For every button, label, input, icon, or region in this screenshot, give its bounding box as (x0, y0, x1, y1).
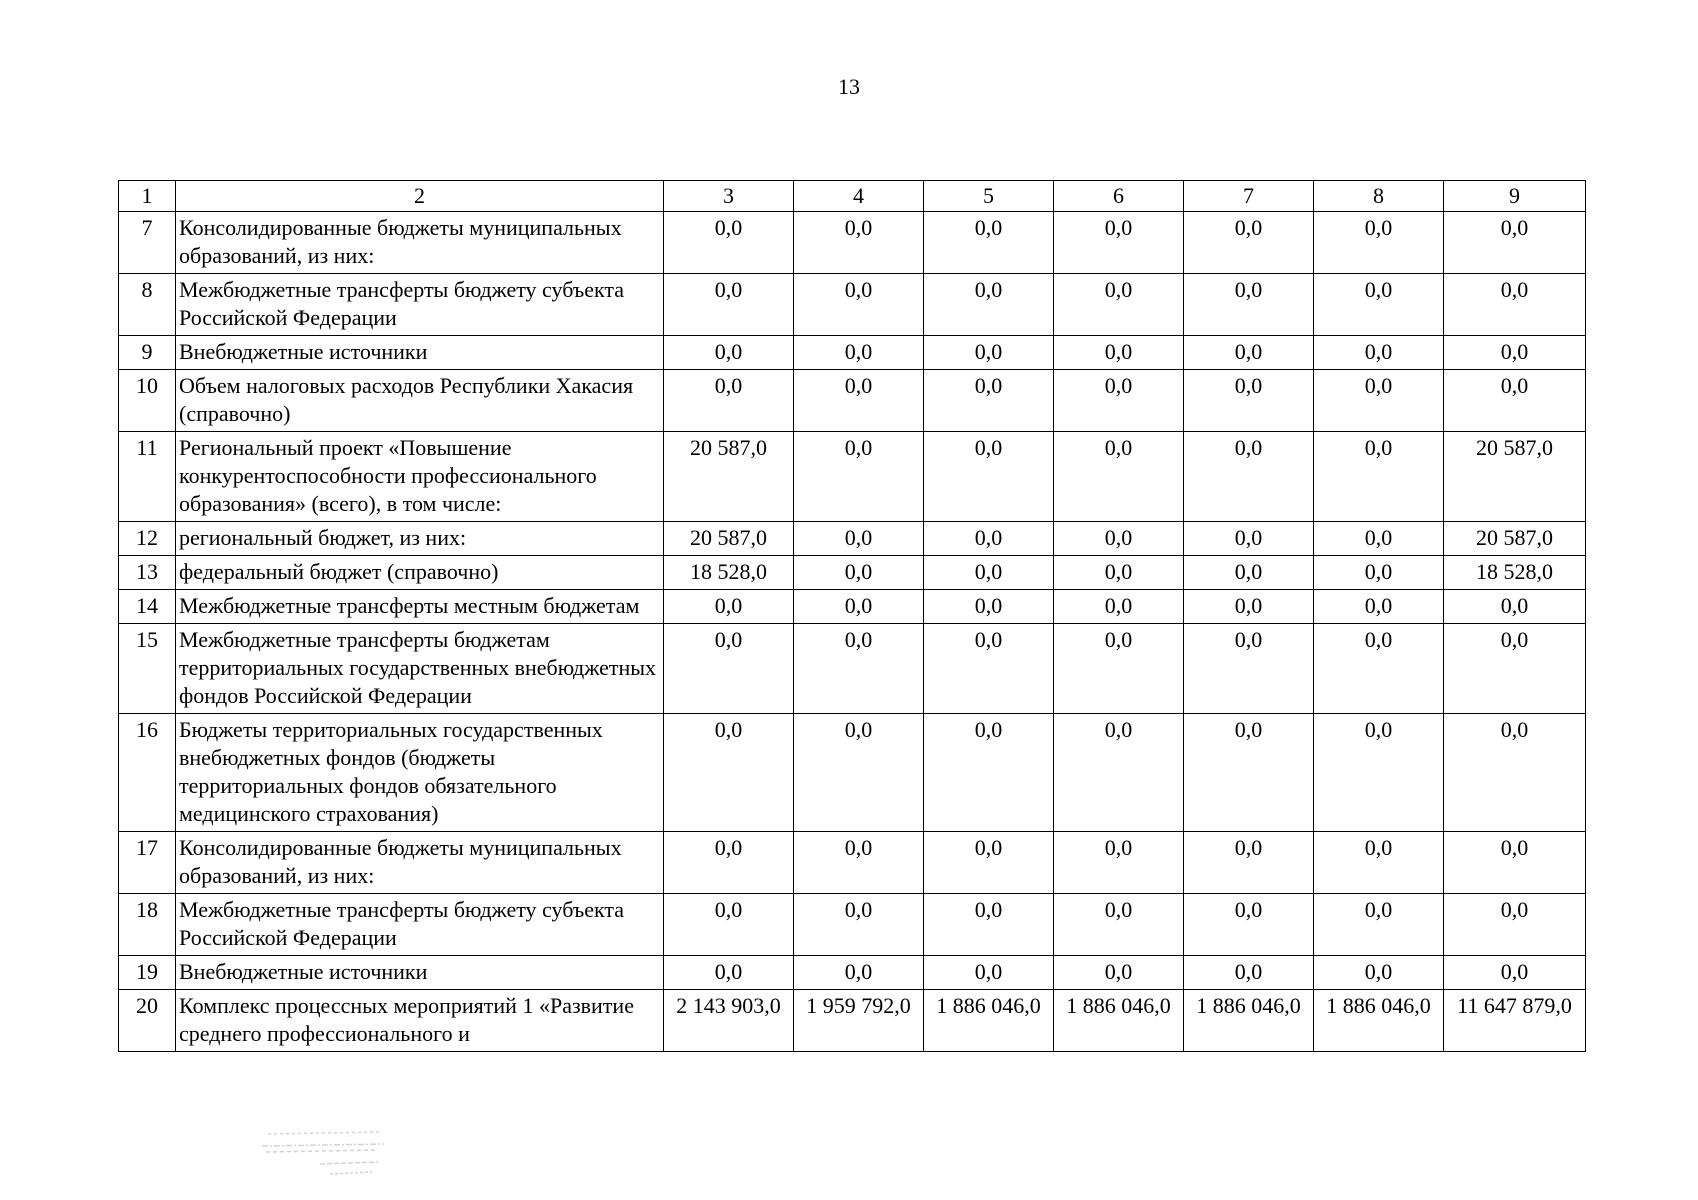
value-cell-col-7: 0,0 (1184, 714, 1314, 832)
value-cell-col-8: 0,0 (1314, 714, 1444, 832)
row-number: 7 (119, 212, 176, 274)
value-cell-col-7: 0,0 (1184, 370, 1314, 432)
table-row (119, 556, 1586, 590)
table-row (119, 956, 1586, 990)
row-number: 8 (119, 274, 176, 336)
value-cell-col-5: 0,0 (924, 336, 1054, 370)
value-cell-col-8: 0,0 (1314, 370, 1444, 432)
value-cell-col-4: 1 959 792,0 (794, 990, 924, 1052)
value-cell-col-8: 0,0 (1314, 522, 1444, 556)
table-header-row (119, 181, 1586, 212)
row-number: 19 (119, 956, 176, 990)
value-cell-col-4: 0,0 (794, 956, 924, 990)
value-cell-col-9: 0,0 (1444, 624, 1586, 714)
value-cell-col-8: 0,0 (1314, 590, 1444, 624)
value-cell-col-3: 20 587,0 (664, 432, 794, 522)
row-name: Межбюджетные трансферты местным бюджетам (176, 590, 664, 624)
value-cell-col-6: 0,0 (1054, 556, 1184, 590)
row-number: 18 (119, 894, 176, 956)
value-cell-col-6: 0,0 (1054, 336, 1184, 370)
value-cell-col-5: 0,0 (924, 894, 1054, 956)
value-cell-col-3: 20 587,0 (664, 522, 794, 556)
value-cell-col-8: 0,0 (1314, 556, 1444, 590)
value-cell-col-5: 0,0 (924, 556, 1054, 590)
column-header-6: 6 (1054, 181, 1184, 212)
row-name: Комплекс процессных мероприятий 1 «Развитие среднего профессионального и (176, 990, 664, 1052)
row-name: Консолидированные бюджеты муниципальных образований, из них: (176, 832, 664, 894)
value-cell-col-3: 18 528,0 (664, 556, 794, 590)
value-cell-col-4: 0,0 (794, 212, 924, 274)
row-name: Консолидированные бюджеты муниципальных образований, из них: (176, 212, 664, 274)
row-number: 12 (119, 522, 176, 556)
table-body (119, 212, 1586, 1052)
value-cell-col-7: 0,0 (1184, 212, 1314, 274)
row-name: Межбюджетные трансферты бюджету субъекта Российской Федерации (176, 274, 664, 336)
faded-stamp-mark (260, 1128, 390, 1184)
value-cell-col-3: 0,0 (664, 212, 794, 274)
value-cell-col-6: 0,0 (1054, 832, 1184, 894)
value-cell-col-3: 0,0 (664, 894, 794, 956)
row-name: федеральный бюджет (справочно) (176, 556, 664, 590)
value-cell-col-6: 0,0 (1054, 432, 1184, 522)
column-header-9: 9 (1444, 181, 1586, 212)
value-cell-col-6: 0,0 (1054, 212, 1184, 274)
value-cell-col-4: 0,0 (794, 714, 924, 832)
value-cell-col-4: 0,0 (794, 274, 924, 336)
table-row (119, 990, 1586, 1052)
value-cell-col-8: 0,0 (1314, 274, 1444, 336)
value-cell-col-3: 0,0 (664, 714, 794, 832)
value-cell-col-5: 0,0 (924, 212, 1054, 274)
value-cell-col-6: 0,0 (1054, 522, 1184, 556)
table-row (119, 714, 1586, 832)
value-cell-col-4: 0,0 (794, 590, 924, 624)
value-cell-col-8: 0,0 (1314, 212, 1444, 274)
value-cell-col-3: 0,0 (664, 832, 794, 894)
value-cell-col-3: 0,0 (664, 956, 794, 990)
value-cell-col-3: 0,0 (664, 336, 794, 370)
table-row (119, 212, 1586, 274)
row-name: Региональный проект «Повышение конкурентоспособности профессионального образования» (всего), в том числе: (176, 432, 664, 522)
value-cell-col-8: 0,0 (1314, 336, 1444, 370)
value-cell-col-9: 0,0 (1444, 894, 1586, 956)
value-cell-col-9: 0,0 (1444, 212, 1586, 274)
row-name: Внебюджетные источники (176, 336, 664, 370)
table-row (119, 624, 1586, 714)
column-header-8: 8 (1314, 181, 1444, 212)
value-cell-col-4: 0,0 (794, 432, 924, 522)
value-cell-col-7: 0,0 (1184, 832, 1314, 894)
value-cell-col-4: 0,0 (794, 370, 924, 432)
value-cell-col-9: 0,0 (1444, 956, 1586, 990)
value-cell-col-9: 11 647 879,0 (1444, 990, 1586, 1052)
value-cell-col-7: 0,0 (1184, 624, 1314, 714)
row-number: 16 (119, 714, 176, 832)
value-cell-col-3: 0,0 (664, 590, 794, 624)
value-cell-col-7: 0,0 (1184, 274, 1314, 336)
value-cell-col-4: 0,0 (794, 832, 924, 894)
value-cell-col-3: 0,0 (664, 624, 794, 714)
value-cell-col-6: 0,0 (1054, 714, 1184, 832)
row-name: Внебюджетные источники (176, 956, 664, 990)
value-cell-col-5: 0,0 (924, 590, 1054, 624)
table-row (119, 894, 1586, 956)
value-cell-col-9: 0,0 (1444, 590, 1586, 624)
column-header-2: 2 (176, 181, 664, 212)
table-row (119, 432, 1586, 522)
row-number: 20 (119, 990, 176, 1052)
value-cell-col-4: 0,0 (794, 894, 924, 956)
value-cell-col-4: 0,0 (794, 556, 924, 590)
value-cell-col-3: 2 143 903,0 (664, 990, 794, 1052)
table-row (119, 522, 1586, 556)
value-cell-col-7: 0,0 (1184, 956, 1314, 990)
row-name: Межбюджетные трансферты бюджетам территориальных государственных внебюджетных фондов Российской Федерации (176, 624, 664, 714)
row-number: 13 (119, 556, 176, 590)
page-number: 13 (838, 74, 860, 99)
table-row (119, 336, 1586, 370)
row-number: 17 (119, 832, 176, 894)
value-cell-col-5: 0,0 (924, 624, 1054, 714)
row-name: Межбюджетные трансферты бюджету субъекта Российской Федерации (176, 894, 664, 956)
value-cell-col-7: 0,0 (1184, 432, 1314, 522)
value-cell-col-6: 0,0 (1054, 894, 1184, 956)
column-header-4: 4 (794, 181, 924, 212)
value-cell-col-4: 0,0 (794, 522, 924, 556)
value-cell-col-6: 0,0 (1054, 274, 1184, 336)
value-cell-col-6: 0,0 (1054, 370, 1184, 432)
row-name: региональный бюджет, из них: (176, 522, 664, 556)
column-header-5: 5 (924, 181, 1054, 212)
value-cell-col-9: 0,0 (1444, 274, 1586, 336)
value-cell-col-8: 0,0 (1314, 432, 1444, 522)
value-cell-col-7: 0,0 (1184, 590, 1314, 624)
value-cell-col-6: 0,0 (1054, 624, 1184, 714)
value-cell-col-3: 0,0 (664, 370, 794, 432)
budget-table (118, 180, 1586, 1052)
value-cell-col-8: 0,0 (1314, 894, 1444, 956)
value-cell-col-7: 0,0 (1184, 556, 1314, 590)
value-cell-col-9: 0,0 (1444, 832, 1586, 894)
table-row (119, 370, 1586, 432)
table-row (119, 274, 1586, 336)
value-cell-col-7: 0,0 (1184, 894, 1314, 956)
value-cell-col-9: 0,0 (1444, 336, 1586, 370)
row-number: 15 (119, 624, 176, 714)
row-name: Бюджеты территориальных государственных внебюджетных фондов (бюджеты территориальных фондов обязательного медицинского страхования) (176, 714, 664, 832)
column-header-7: 7 (1184, 181, 1314, 212)
value-cell-col-9: 0,0 (1444, 370, 1586, 432)
value-cell-col-6: 1 886 046,0 (1054, 990, 1184, 1052)
row-number: 14 (119, 590, 176, 624)
column-header-1: 1 (119, 181, 176, 212)
value-cell-col-5: 0,0 (924, 522, 1054, 556)
value-cell-col-5: 0,0 (924, 432, 1054, 522)
value-cell-col-5: 0,0 (924, 370, 1054, 432)
value-cell-col-5: 0,0 (924, 956, 1054, 990)
value-cell-col-5: 0,0 (924, 832, 1054, 894)
value-cell-col-8: 1 886 046,0 (1314, 990, 1444, 1052)
value-cell-col-8: 0,0 (1314, 956, 1444, 990)
value-cell-col-4: 0,0 (794, 336, 924, 370)
row-number: 11 (119, 432, 176, 522)
value-cell-col-7: 1 886 046,0 (1184, 990, 1314, 1052)
table-row (119, 832, 1586, 894)
table-row (119, 590, 1586, 624)
column-header-3: 3 (664, 181, 794, 212)
value-cell-col-3: 0,0 (664, 274, 794, 336)
value-cell-col-9: 20 587,0 (1444, 522, 1586, 556)
value-cell-col-9: 18 528,0 (1444, 556, 1586, 590)
row-number: 10 (119, 370, 176, 432)
value-cell-col-6: 0,0 (1054, 956, 1184, 990)
value-cell-col-7: 0,0 (1184, 522, 1314, 556)
value-cell-col-5: 0,0 (924, 274, 1054, 336)
value-cell-col-9: 20 587,0 (1444, 432, 1586, 522)
value-cell-col-7: 0,0 (1184, 336, 1314, 370)
value-cell-col-5: 0,0 (924, 714, 1054, 832)
value-cell-col-6: 0,0 (1054, 590, 1184, 624)
value-cell-col-4: 0,0 (794, 624, 924, 714)
value-cell-col-5: 1 886 046,0 (924, 990, 1054, 1052)
row-name: Объем налоговых расходов Республики Хакасия (справочно) (176, 370, 664, 432)
row-number: 9 (119, 336, 176, 370)
value-cell-col-8: 0,0 (1314, 832, 1444, 894)
value-cell-col-9: 0,0 (1444, 714, 1586, 832)
value-cell-col-8: 0,0 (1314, 624, 1444, 714)
